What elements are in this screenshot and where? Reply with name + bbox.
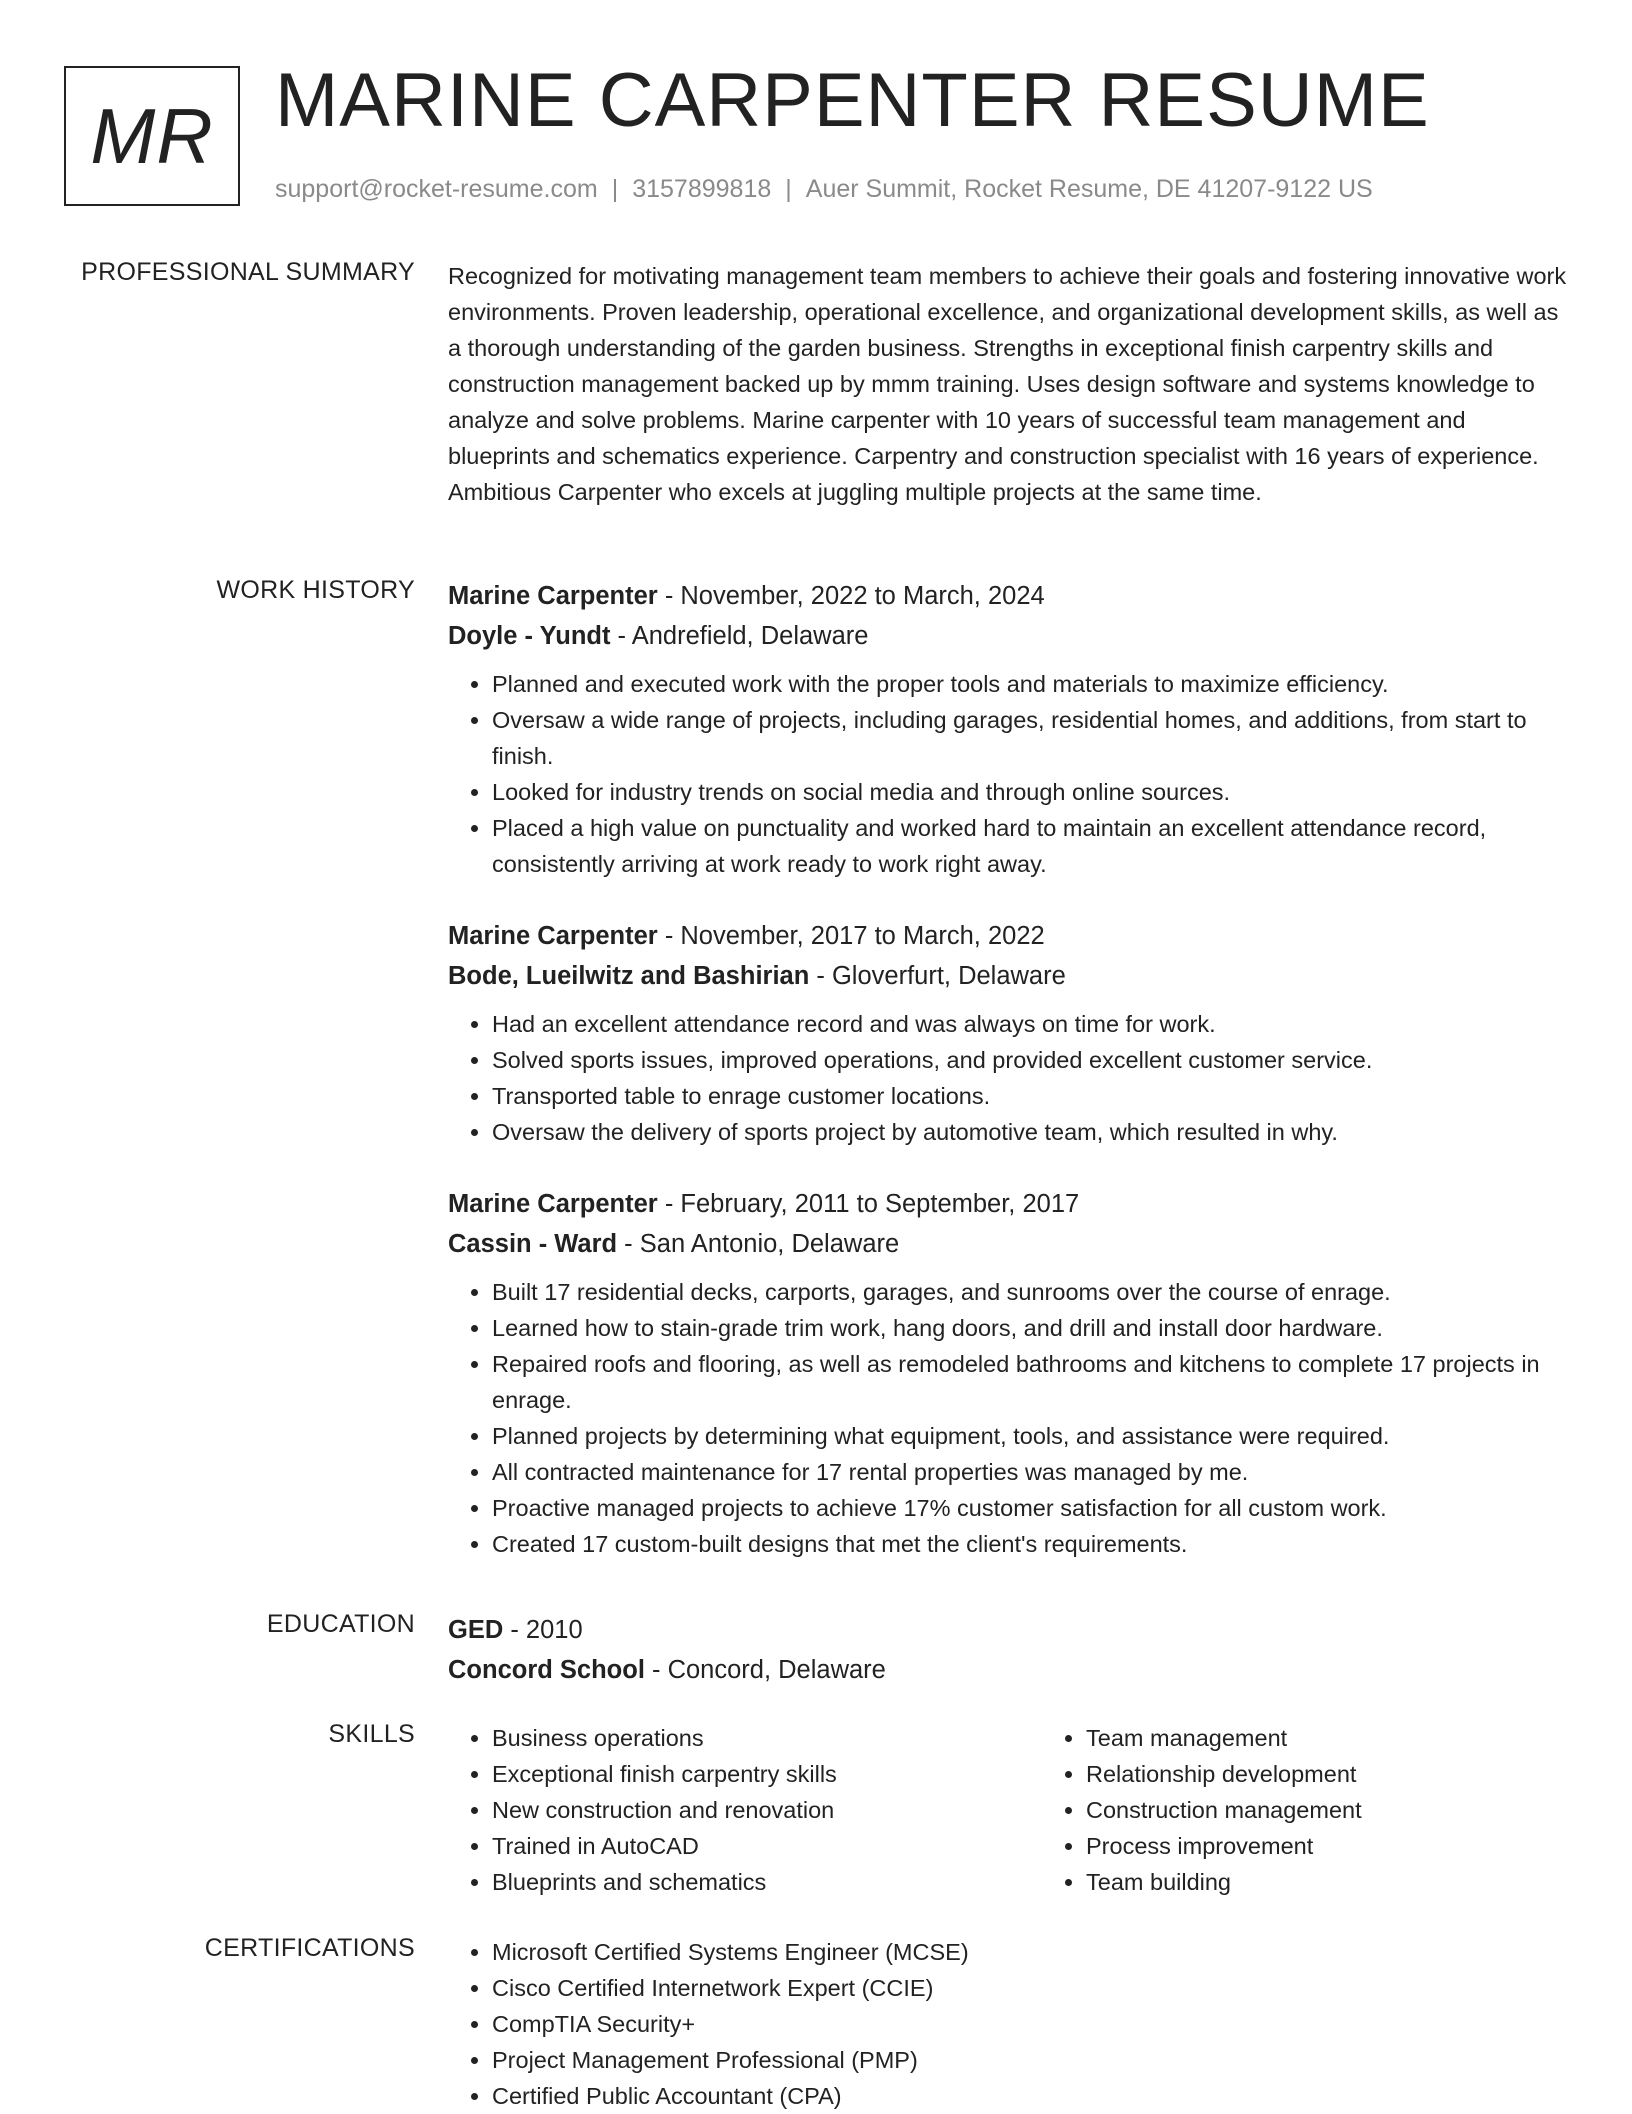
job-bullet: • Learned how to stain-grade trim work, hang doors, and drill and install door hardware. (492, 1310, 1568, 1346)
summary-heading: PROFESSIONAL SUMMARY (81, 258, 415, 286)
certifications-list (448, 1934, 969, 2114)
job-title-line (448, 1184, 1568, 1224)
education-body (448, 1610, 1568, 1690)
skill-item: • Business operations (492, 1720, 1042, 1756)
education-degree-line (448, 1610, 1568, 1650)
job-title: Marine Carpenter (448, 922, 658, 950)
summary-text: Recognized for motivating management team members to achieve their goals and fostering innovative work environments. Proven leadership, operational excellence, and organizational development skills, as well as a thorough understanding of the garden business. Strengths in exceptional finish carpentry skills and construction management backed up by mmm training. Uses design software and systems knowledge to analyze and solve problems. Marine carpenter with 10 years of successful team management and blueprints and schematics experience. Carpentry and construction specialist with 16 years of experience. Ambitious Carpenter who excels at juggling multiple projects at the same time. (448, 263, 1567, 505)
job-bullets (448, 1006, 1568, 1150)
job-dates: - February, 2011 to September, 2017 (657, 1190, 1080, 1218)
skill-item: • Team building (1086, 1864, 1362, 1900)
education-year: - 2010 (503, 1616, 583, 1644)
job-bullet: • Proactive managed projects to achieve 17% customer satisfaction for all custom work. (492, 1490, 1568, 1526)
job-bullet: • Repaired roofs and flooring, as well as remodeled bathrooms and kitchens to complete 17 projects in enrage. (492, 1346, 1568, 1418)
skill-item: • Relationship development (1086, 1756, 1362, 1792)
job-dates: - November, 2022 to March, 2024 (657, 582, 1045, 610)
certification-item: • Certified Public Accountant (CPA) (492, 2078, 969, 2114)
job-company: Bode, Lueilwitz and Bashirian (448, 962, 810, 990)
job-company-line (448, 616, 1568, 656)
skill-item: • Trained in AutoCAD (492, 1828, 1042, 1864)
job-bullet: • Oversaw the delivery of sports project by automotive team, which resulted in why. (492, 1114, 1568, 1150)
skill-item: • New construction and renovation (492, 1792, 1042, 1828)
job-entry (448, 916, 1568, 1150)
skills-heading: SKILLS (328, 1720, 415, 1748)
skill-item: • Process improvement (1086, 1828, 1362, 1864)
certifications-columns (448, 1934, 1568, 2114)
job-location: - Gloverfurt, Delaware (809, 962, 1066, 990)
job-bullet: • Planned projects by determining what equipment, tools, and assistance were required. (492, 1418, 1568, 1454)
job-company: Doyle - Yundt (448, 622, 611, 650)
certification-item: • Cisco Certified Internetwork Expert (CCIE) (492, 1970, 969, 2006)
certification-item: • Project Management Professional (PMP) (492, 2042, 969, 2078)
job-company-line (448, 1224, 1568, 1264)
skill-item: • Blueprints and schematics (492, 1864, 1042, 1900)
job-title: Marine Carpenter (448, 582, 658, 610)
job-bullets (448, 1274, 1568, 1562)
job-title: Marine Carpenter (448, 1190, 658, 1218)
contact-address: Auer Summit, Rocket Resume, DE 41207-9122 US (805, 175, 1373, 203)
job-bullet: • Created 17 custom-built designs that met the client's requirements. (492, 1526, 1568, 1562)
skills-columns (448, 1720, 1568, 1900)
job-entry (448, 576, 1568, 882)
skills-list-right (1042, 1720, 1362, 1900)
skills-body (448, 1720, 1568, 1900)
certification-item: • CompTIA Security+ (492, 2006, 969, 2042)
skill-item: • Team management (1086, 1720, 1362, 1756)
job-bullet: • Planned and executed work with the proper tools and materials to maximize efficiency. (492, 666, 1568, 702)
education-heading: EDUCATION (266, 1610, 415, 1638)
job-title-line (448, 576, 1568, 616)
skill-item: • Exceptional finish carpentry skills (492, 1756, 1042, 1792)
education-school: Concord School (448, 1656, 645, 1684)
certifications-heading: CERTIFICATIONS (204, 1934, 415, 1962)
work-history-heading: WORK HISTORY (216, 576, 415, 604)
job-location: - Andrefield, Delaware (610, 622, 869, 650)
job-bullets (448, 666, 1568, 882)
job-bullet: • All contracted maintenance for 17 rental properties was managed by me. (492, 1454, 1568, 1490)
job-company: Cassin - Ward (448, 1230, 618, 1258)
job-bullet: • Built 17 residential decks, carports, garages, and sunrooms over the course of enrage. (492, 1274, 1568, 1310)
work-history-body (448, 576, 1568, 1596)
skills-list-left (448, 1720, 1042, 1900)
summary-body (448, 258, 1568, 510)
certification-item: • Microsoft Certified Systems Engineer (MCSE) (492, 1934, 969, 1970)
contact-email[interactable]: support@rocket-resume.com (275, 175, 598, 203)
job-dates: - November, 2017 to March, 2022 (657, 922, 1045, 950)
job-bullet: • Oversaw a wide range of projects, including garages, residential homes, and additions, from start to finish. (492, 702, 1568, 774)
job-company-line (448, 956, 1568, 996)
job-bullet: • Had an excellent attendance record and was always on time for work. (492, 1006, 1568, 1042)
contact-phone[interactable]: 3157899818 (632, 175, 772, 203)
skill-item: • Construction management (1086, 1792, 1362, 1828)
job-location: - San Antonio, Delaware (617, 1230, 900, 1258)
education-location: - Concord, Delaware (644, 1656, 886, 1684)
job-bullet: • Transported table to enrage customer locations. (492, 1078, 1568, 1114)
contact-separator: | (611, 175, 619, 203)
education-school-line (448, 1650, 1568, 1690)
job-bullet: • Solved sports issues, improved operations, and provided excellent customer service. (492, 1042, 1568, 1078)
job-title-line (448, 916, 1568, 956)
contact-line (275, 175, 1373, 204)
certifications-body (448, 1934, 1568, 2114)
education-degree: GED (448, 1616, 504, 1644)
job-bullet: • Placed a high value on punctuality and worked hard to maintain an excellent attendance record, consistently arriving at work ready to work right away. (492, 810, 1568, 882)
resume-title: MARINE CARPENTER RESUME (275, 58, 1430, 143)
monogram: MR (64, 66, 240, 206)
job-bullet: • Looked for industry trends on social media and through online sources. (492, 774, 1568, 810)
job-entry (448, 1184, 1568, 1562)
contact-separator: | (785, 175, 792, 203)
